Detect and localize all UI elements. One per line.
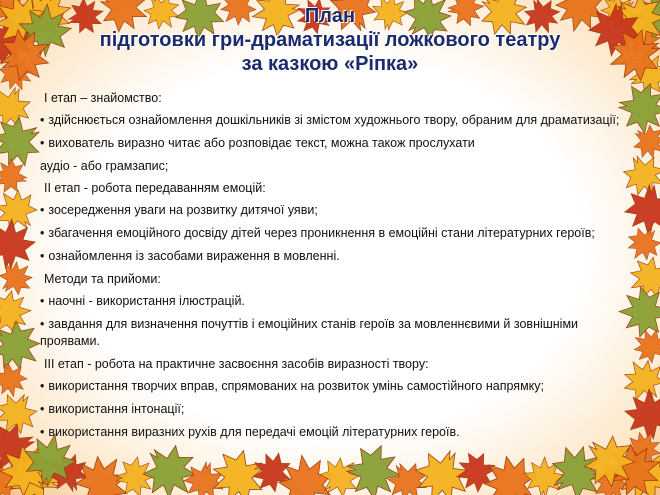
bullet-marker: • [40,249,45,263]
slide-body [40,90,620,447]
bullet-marker: • [40,294,45,308]
bullet-item [40,248,620,265]
line-text: зосередження уваги на розвитку дитячої уяви; [48,203,318,217]
bullet-item [40,225,620,242]
title-line-2: підготовки гри-драматизації ложкового театру [99,29,561,51]
bullet-marker: • [40,203,45,217]
line-text: аудіо - або грамзапис; [40,159,169,173]
title-line-1: План [304,5,356,27]
bullet-marker: • [40,136,45,150]
line-text: ознайомлення із засобами вираження в мовленні. [48,249,340,263]
bullet-item [40,135,620,152]
line-text: здійснюється ознайомлення дошкільників зі змістом художнього твору, обраним для драматизації; [48,113,620,127]
bullet-item [40,378,620,395]
bullet-item [40,293,620,310]
bullet-marker: • [40,402,45,416]
line-text: використання інтонації; [48,402,185,416]
line-text: Методи та прийоми: [44,272,161,286]
bullet-item [40,424,620,441]
bullet-marker: • [40,379,45,393]
stage-heading [40,180,620,197]
line-text: використання виразних рухів для передачі емоцій літературних героїв. [48,425,460,439]
bullet-marker: • [40,317,45,331]
stage-heading [40,90,620,107]
line-text: вихователь виразно читає або розповідає текст, можна також прослухати [48,136,475,150]
text-line [40,158,620,175]
bullet-item [40,112,620,129]
bullet-item [40,202,620,219]
line-text: наочні - використання ілюстрацій. [48,294,245,308]
stage-heading [40,271,620,288]
stage-heading [40,356,620,373]
line-text: II етап - робота передаванням емоцій: [44,181,266,195]
bullet-marker: • [40,113,45,127]
title-line-3: за казкою «Ріпка» [241,53,419,75]
line-text: I етап – знайомство: [44,91,162,105]
line-text: III етап - робота на практичне засвоєння засобів виразності твору: [44,357,429,371]
line-text: збагачення емоційного досвіду дітей через проникнення в емоційні стани літературних героїв; [48,226,595,240]
bullet-marker: • [40,425,45,439]
bullet-item [40,401,620,418]
slide-title [40,4,620,76]
line-text: використання творчих вправ, спрямованих на розвиток умінь самостійного напрямку; [48,379,544,393]
bullet-item [40,316,620,350]
bullet-marker: • [40,226,45,240]
line-text: завдання для визначення почуттів і емоційних станів героїв за мовленнєвими й зовнішніми проявами. [40,317,579,348]
